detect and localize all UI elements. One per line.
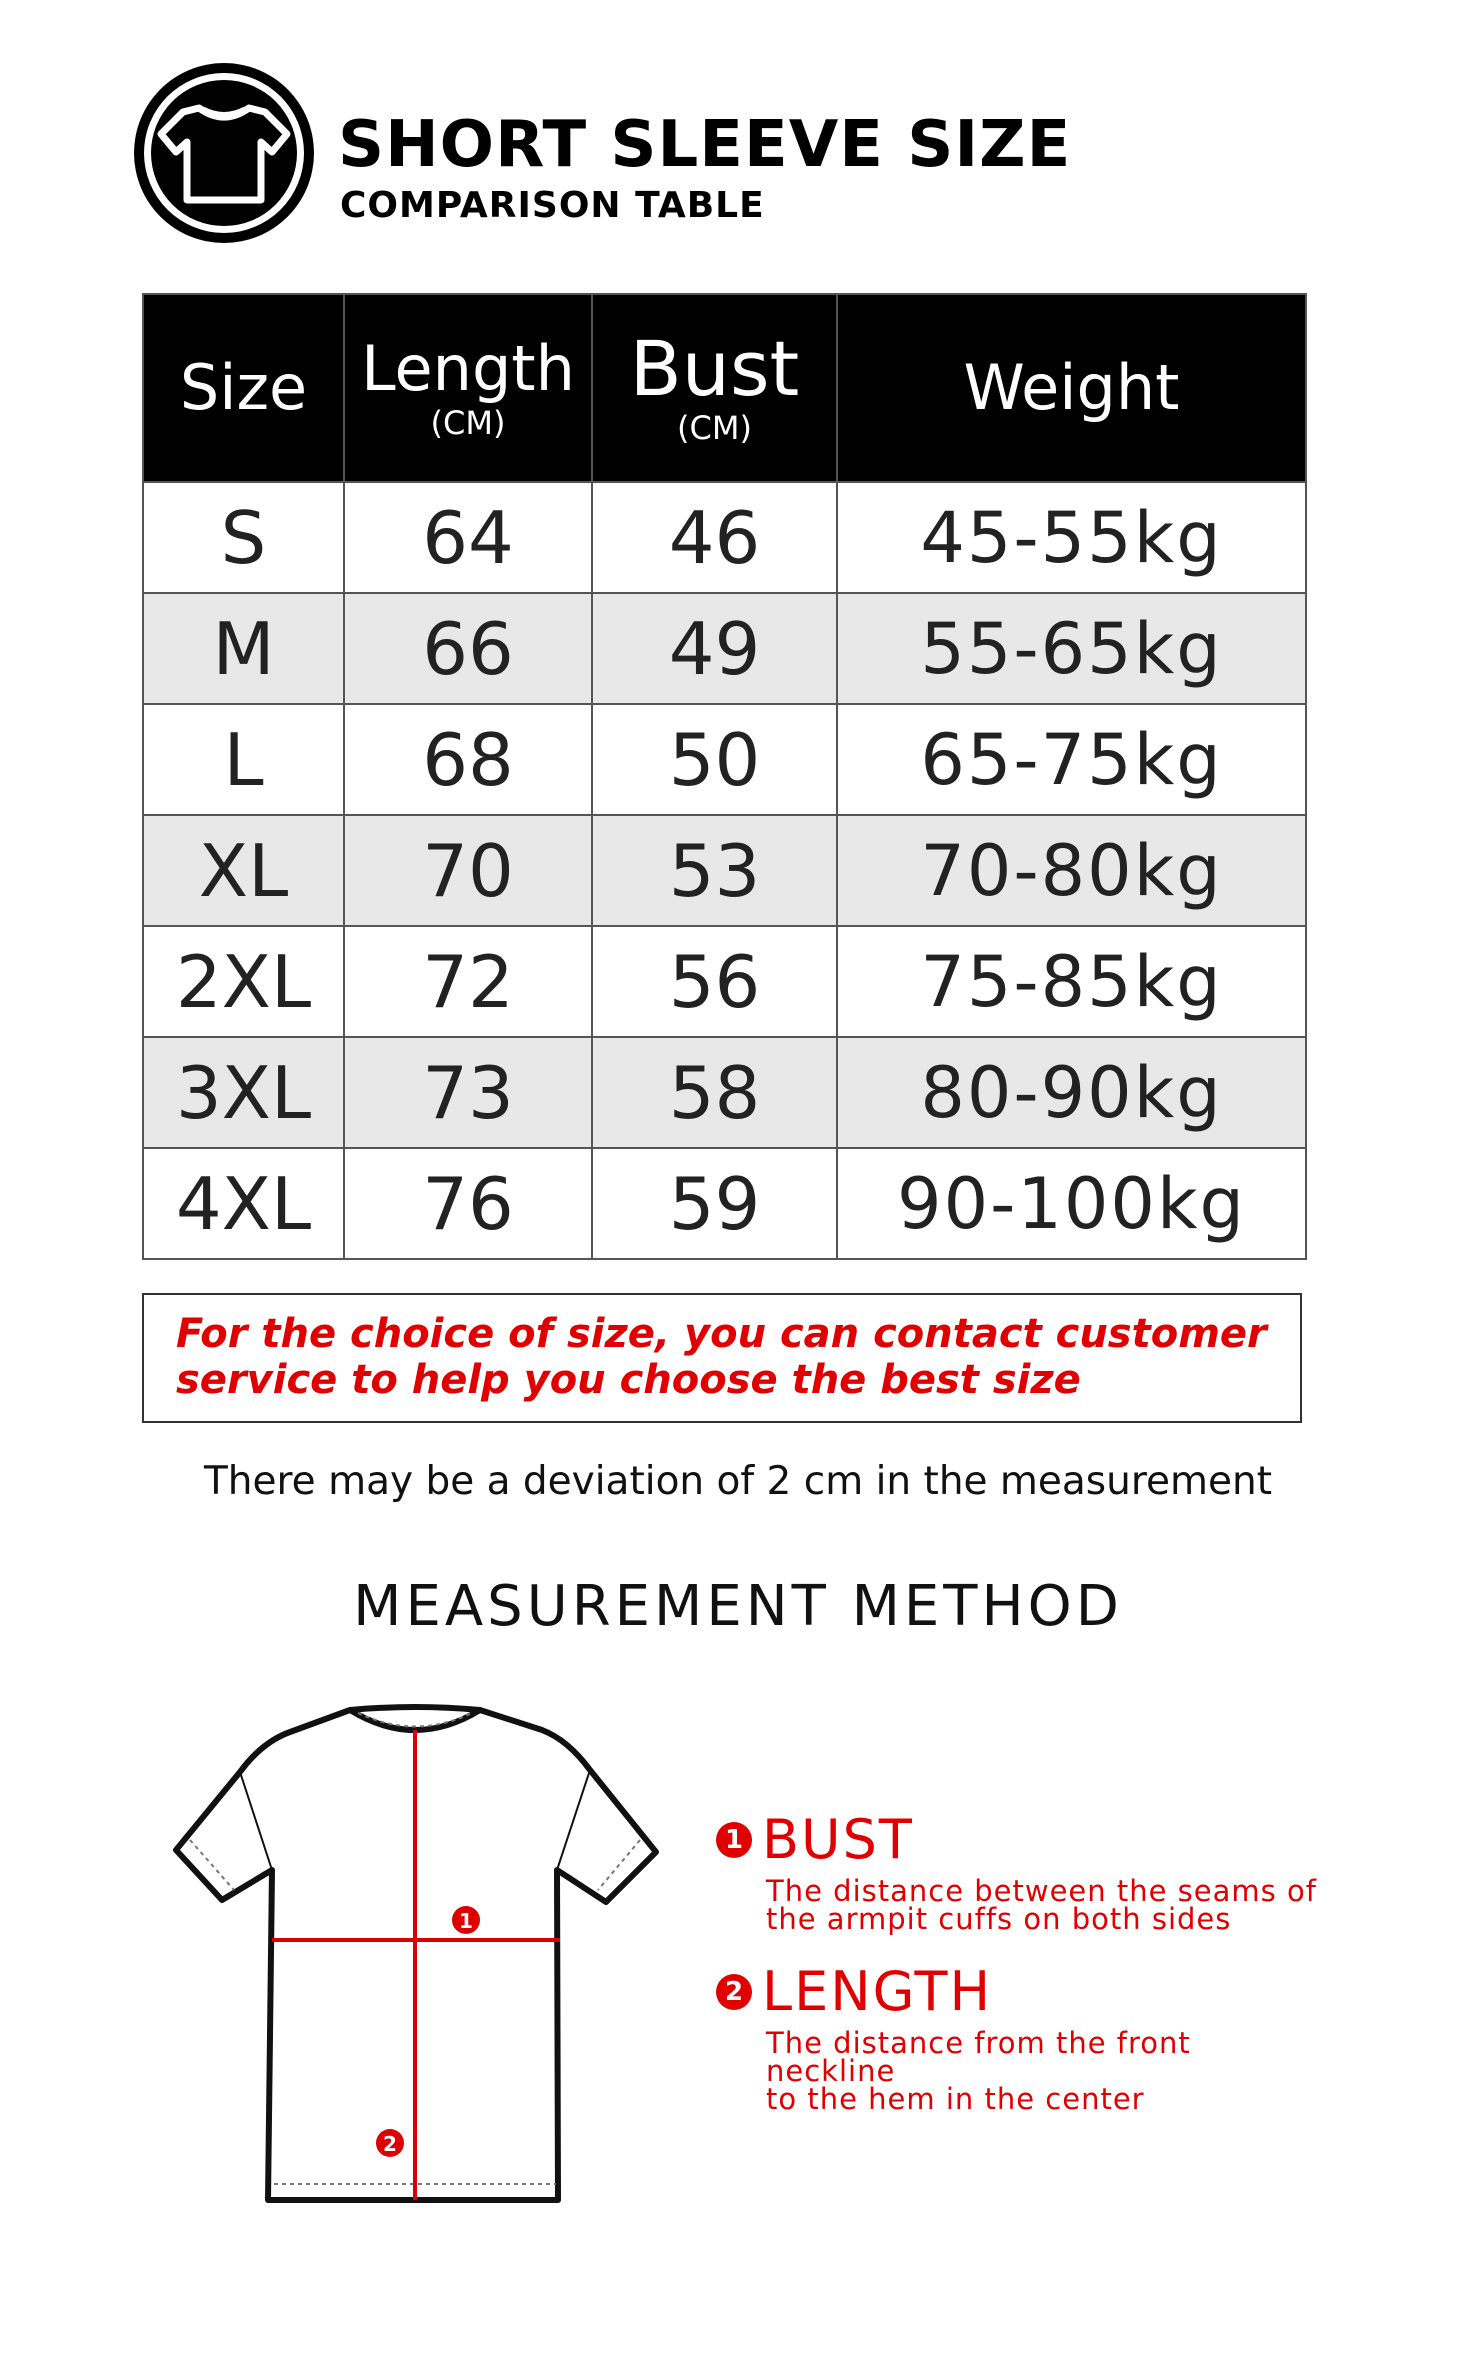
legend-length-desc-1: The distance from the front neckline bbox=[766, 2026, 1191, 2088]
column-header-weight: Weight bbox=[837, 294, 1306, 482]
length-marker-icon bbox=[376, 2129, 404, 2157]
table-row bbox=[143, 482, 1306, 593]
cell-weight: 80-90kg bbox=[837, 1037, 1306, 1148]
cell-bust: 49 bbox=[592, 593, 837, 704]
cell-length: 70 bbox=[344, 815, 592, 926]
size-advice-box bbox=[142, 1293, 1302, 1423]
cell-weight: 55-65kg bbox=[837, 593, 1306, 704]
cell-weight: 75-85kg bbox=[837, 926, 1306, 1037]
cell-bust: 58 bbox=[592, 1037, 837, 1148]
cell-bust: 53 bbox=[592, 815, 837, 926]
cell-size: M bbox=[143, 593, 344, 704]
column-header-bust: Bust (CM) bbox=[592, 294, 837, 482]
legend-bust-desc-1: The distance between the seams of bbox=[766, 1874, 1317, 1908]
cell-bust: 56 bbox=[592, 926, 837, 1037]
cell-size: S bbox=[143, 482, 344, 593]
deviation-note: There may be a deviation of 2 cm in the measurement bbox=[203, 1459, 1273, 1504]
legend-bust bbox=[716, 1808, 1326, 1936]
svg-text:2: 2 bbox=[383, 2132, 397, 2156]
tshirt-measurement-diagram bbox=[170, 1700, 670, 2220]
page-subtitle: COMPARISON TABLE bbox=[340, 185, 765, 226]
cell-size: 4XL bbox=[143, 1148, 344, 1259]
cell-weight: 70-80kg bbox=[837, 815, 1306, 926]
legend-bust-desc-2: the armpit cuffs on both sides bbox=[766, 1902, 1232, 1936]
cell-size: 3XL bbox=[143, 1037, 344, 1148]
table-row bbox=[143, 1148, 1306, 1259]
number-2-icon: 2 bbox=[716, 1974, 752, 2010]
cell-bust: 59 bbox=[592, 1148, 837, 1259]
table-row bbox=[143, 815, 1306, 926]
cell-size: L bbox=[143, 704, 344, 815]
legend-length-desc-2: to the hem in the center bbox=[766, 2082, 1145, 2116]
legend-length bbox=[716, 1960, 1326, 2116]
number-1-icon: 1 bbox=[716, 1822, 752, 1858]
size-advice-line-2: service to help you choose the best size bbox=[176, 1357, 1081, 1403]
table-header-row bbox=[143, 294, 1306, 482]
table-row bbox=[143, 704, 1306, 815]
cell-length: 68 bbox=[344, 704, 592, 815]
cell-weight: 65-75kg bbox=[837, 704, 1306, 815]
legend-length-heading: LENGTH bbox=[762, 1960, 993, 2023]
table-row bbox=[143, 593, 1306, 704]
size-advice-line-1: For the choice of size, you can contact customer bbox=[176, 1311, 1267, 1357]
column-header-size: Size bbox=[143, 294, 344, 482]
cell-length: 73 bbox=[344, 1037, 592, 1148]
table-row bbox=[143, 926, 1306, 1037]
cell-length: 76 bbox=[344, 1148, 592, 1259]
cell-size: XL bbox=[143, 815, 344, 926]
legend-bust-heading: BUST bbox=[762, 1808, 914, 1871]
cell-size: 2XL bbox=[143, 926, 344, 1037]
bust-marker-icon bbox=[452, 1906, 480, 1934]
cell-bust: 50 bbox=[592, 704, 837, 815]
cell-length: 64 bbox=[344, 482, 592, 593]
cell-length: 72 bbox=[344, 926, 592, 1037]
size-table bbox=[142, 293, 1307, 1260]
svg-text:1: 1 bbox=[459, 1909, 473, 1933]
tshirt-logo-icon bbox=[131, 60, 317, 246]
cell-weight: 90-100kg bbox=[837, 1148, 1306, 1259]
cell-bust: 46 bbox=[592, 482, 837, 593]
measurement-method-title: MEASUREMENT METHOD bbox=[353, 1574, 1123, 1639]
page-title: SHORT SLEEVE SIZE bbox=[338, 108, 1072, 182]
cell-length: 66 bbox=[344, 593, 592, 704]
table-row bbox=[143, 1037, 1306, 1148]
column-header-length: Length (CM) bbox=[344, 294, 592, 482]
cell-weight: 45-55kg bbox=[837, 482, 1306, 593]
